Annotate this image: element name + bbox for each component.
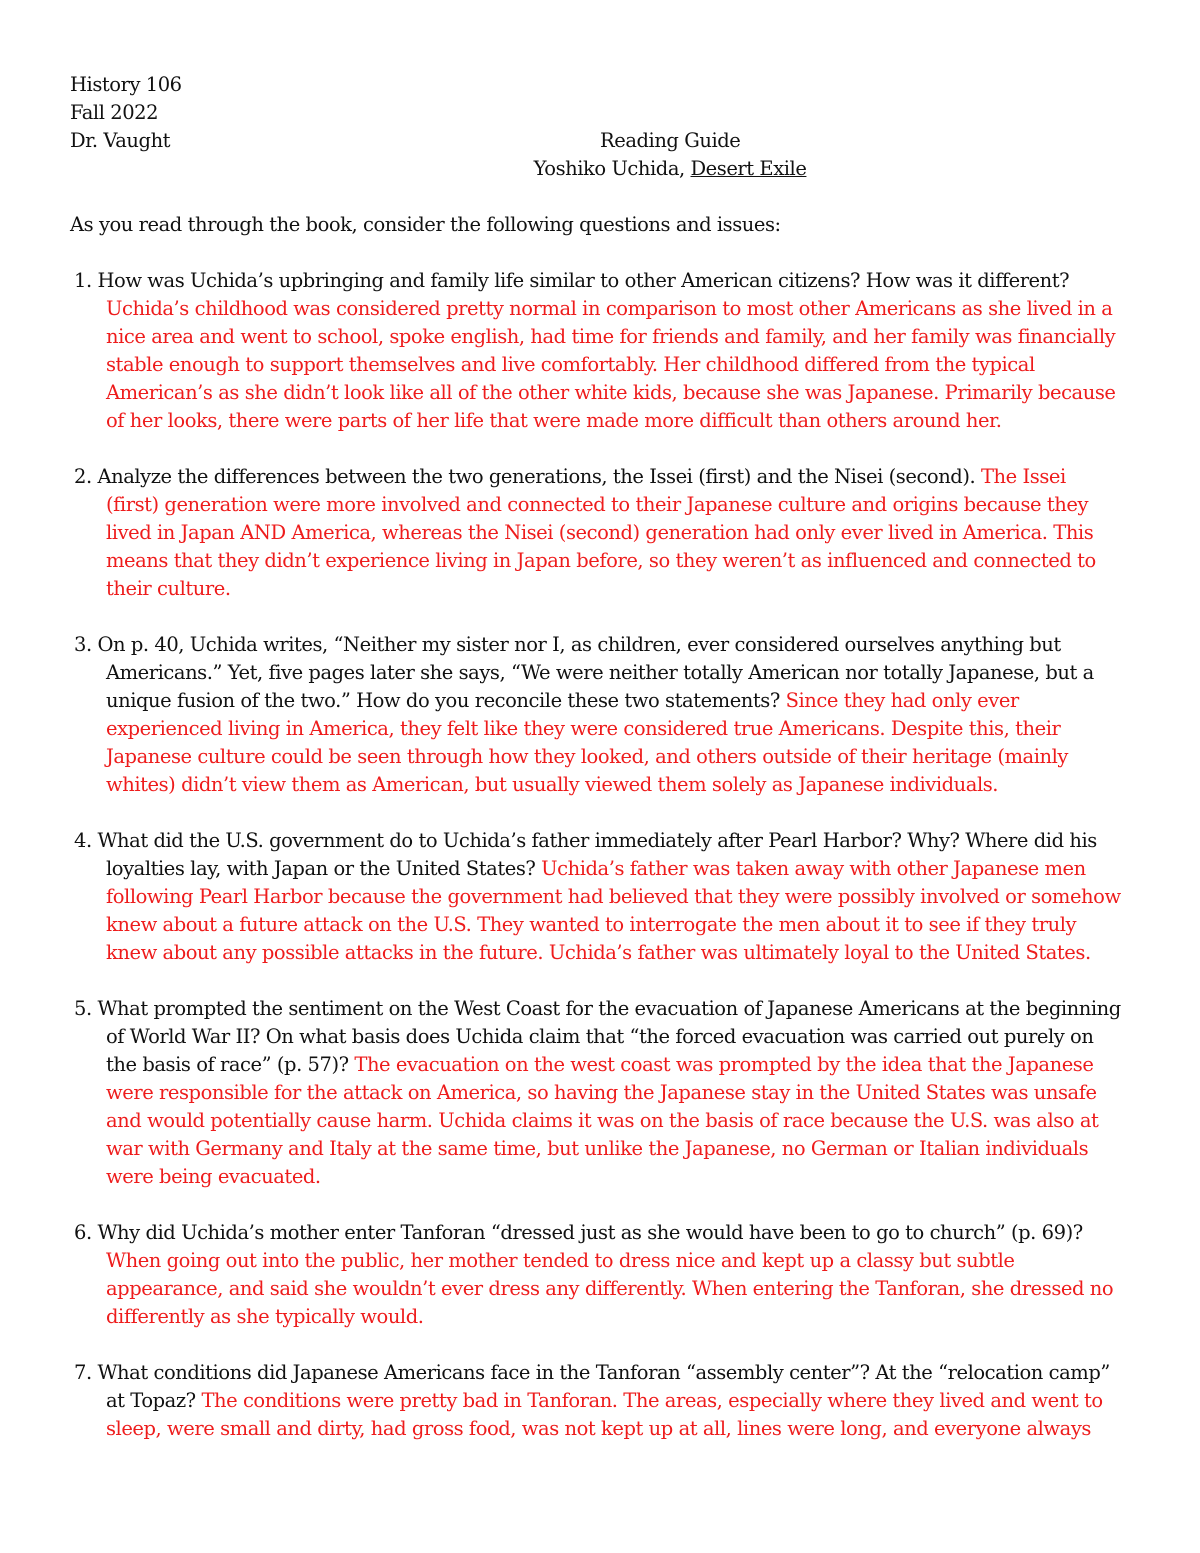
question-item bbox=[70, 1359, 1124, 1443]
book-title: Desert Exile bbox=[690, 157, 807, 180]
question-number: 6. bbox=[74, 1221, 98, 1244]
answer-text: The conditions were pretty bad in Tanforan. The areas, especially where they lived and went to sleep, were small and dirty, had gross food, was not kept up at all, lines were long, and everyone always bbox=[106, 1389, 1103, 1440]
question-item bbox=[70, 631, 1124, 799]
question-item bbox=[70, 1219, 1124, 1331]
question-text: Why did Uchida’s mother enter Tanforan “dressed just as she would have been to go to church” (p. 69)? bbox=[97, 1221, 1083, 1244]
question-number: 1. bbox=[74, 269, 98, 292]
question-text: What conditions did Japanese Americans face in the Tanforan “assembly center”? At the “relocation camp” at Topaz? bbox=[97, 1361, 1110, 1412]
question-number: 4. bbox=[74, 829, 98, 852]
instructor-label: Dr. Vaught bbox=[70, 129, 171, 152]
question-number: 2. bbox=[74, 465, 98, 488]
answer-text: Uchida’s childhood was considered pretty normal in comparison to most other Americans as she lived in a nice area and went to school, spoke english, had time for friends and family, and her family was financially stable enough to support themselves and live comfortably. Her childhood differed from the typical American’s as she didn’t look like all of the other white kids, because she was Japanese. Primarily because of her looks, there were parts of her life that were made more difficult than others around her. bbox=[106, 297, 1116, 432]
answer-text: Since they had only ever experienced living in America, they felt like they were considered true Americans. Despite this, their Japanese culture could be seen through how they looked, and others outside of their heritage (mainly whites) didn’t view them as American, but usually viewed them solely as Japanese individuals. bbox=[106, 689, 1068, 796]
question-text: On p. 40, Uchida writes, “Neither my sister nor I, as children, ever considered ourselves anything but Americans.” Yet, five pages later she says, “We were neither totally American nor totally Japanese, but a unique fusion of the two.” How do you reconcile these two statements? bbox=[97, 633, 1094, 712]
question-text: What prompted the sentiment on the West Coast for the evacuation of Japanese Americans at the beginning of World War II? On what basis does Uchida claim that “the forced evacuation was carried out purely on the basis of race” (p. 57)? bbox=[97, 997, 1121, 1076]
answer-text: When going out into the public, her mother tended to dress nice and kept up a classy but subtle appearance, and said she wouldn’t ever dress any differently. When entering the Tanforan, she dressed no differently as she typically would. bbox=[106, 1249, 1114, 1328]
answer-text: The Issei (first) generation were more involved and connected to their Japanese culture and origins because they lived in Japan AND America, whereas the Nisei (second) generation had only ever lived in America. This means that they didn’t experience living in Japan before, so they weren’t as influenced and connected to their culture. bbox=[106, 465, 1096, 600]
term-label: Fall 2022 bbox=[70, 101, 159, 124]
book-citation bbox=[500, 155, 840, 183]
question-number: 7. bbox=[74, 1361, 98, 1384]
question-item bbox=[70, 827, 1124, 967]
question-item bbox=[70, 267, 1124, 435]
question-number: 3. bbox=[74, 633, 98, 656]
question-text: How was Uchida’s upbringing and family life similar to other American citizens? How was it different? bbox=[97, 269, 1070, 292]
intro-text: As you read through the book, consider the following questions and issues: bbox=[70, 213, 781, 236]
book-row bbox=[70, 155, 1124, 183]
question-text: Analyze the differences between the two generations, the Issei (first) and the Nisei (second). bbox=[97, 465, 981, 488]
course-label: History 106 bbox=[70, 73, 182, 96]
question-number: 5. bbox=[74, 997, 98, 1020]
question-item bbox=[70, 463, 1124, 603]
question-text: What did the U.S. government do to Uchida’s father immediately after Pearl Harbor? Why? Where did his loyalties lay, with Japan or the United States? bbox=[97, 829, 1097, 880]
answer-text: Uchida’s father was taken away with other Japanese men following Pearl Harbor because the government had believed that they were possibly involved or somehow knew about a future attack on the U.S. They wanted to interrogate the men about it to see if they truly knew about any possible attacks in the future. Uchida’s father was ultimately loyal to the United States. bbox=[106, 857, 1121, 964]
question-item bbox=[70, 995, 1124, 1191]
answer-text: The evacuation on the west coast was prompted by the idea that the Japanese were responsible for the attack on America, so having the Japanese stay in the United States was unsafe and would potentially cause harm. Uchida claims it was on the basis of race because the U.S. was also at war with Germany and Italy at the same time, but unlike the Japanese, no German or Italian individuals were being evacuated. bbox=[106, 1053, 1099, 1188]
instructor-row bbox=[70, 127, 1124, 155]
document-title: Reading Guide bbox=[600, 129, 741, 152]
book-author: Yoshiko Uchida, bbox=[533, 157, 691, 180]
